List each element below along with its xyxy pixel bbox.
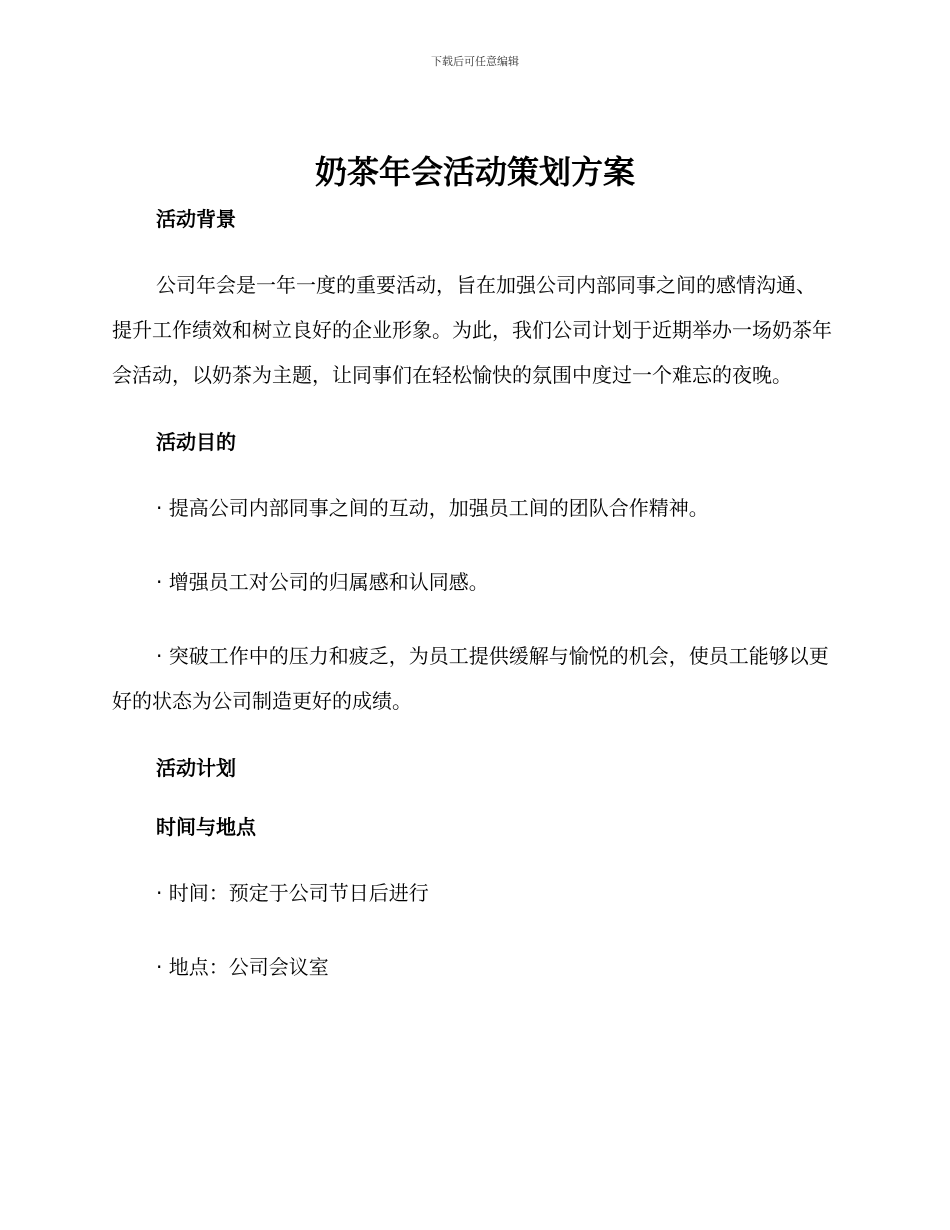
section-heading-purpose: 活动目的 — [156, 430, 236, 454]
purpose-item-2: · 增强员工对公司的归属感和认同感。 — [156, 570, 489, 594]
purpose-item-1: · 提高公司内部同事之间的互动，加强员工间的团队合作精神。 — [156, 496, 709, 520]
page-header: 下载后可任意编辑 — [431, 55, 519, 68]
plan-item-time: · 时间：预定于公司节日后进行 — [156, 881, 429, 905]
section-heading-plan: 活动计划 — [156, 756, 236, 780]
section-heading-background: 活动背景 — [156, 207, 236, 231]
background-paragraph: 公司年会是一年一度的重要活动，旨在加强公司内部同事之间的感情沟通、提升工作绩效和树立良好的企业形象。为此，我们公司计划于近期举办一场奶茶年会活动，以奶茶为主题，让同事们在轻松愉快的氛围中度过一个难忘的夜晚。 — [112, 273, 832, 387]
document-title: 奶茶年会活动策划方案 — [314, 153, 635, 191]
purpose-item-3: · 突破工作中的压力和疲乏，为员工提供缓解与愉悦的机会，使员工能够以更好的状态为公司制造更好的成绩。 — [112, 644, 829, 713]
subsection-heading-time-place: 时间与地点 — [156, 815, 256, 839]
plan-item-place: · 地点：公司会议室 — [156, 955, 329, 979]
document-body — [112, 204, 832, 1019]
